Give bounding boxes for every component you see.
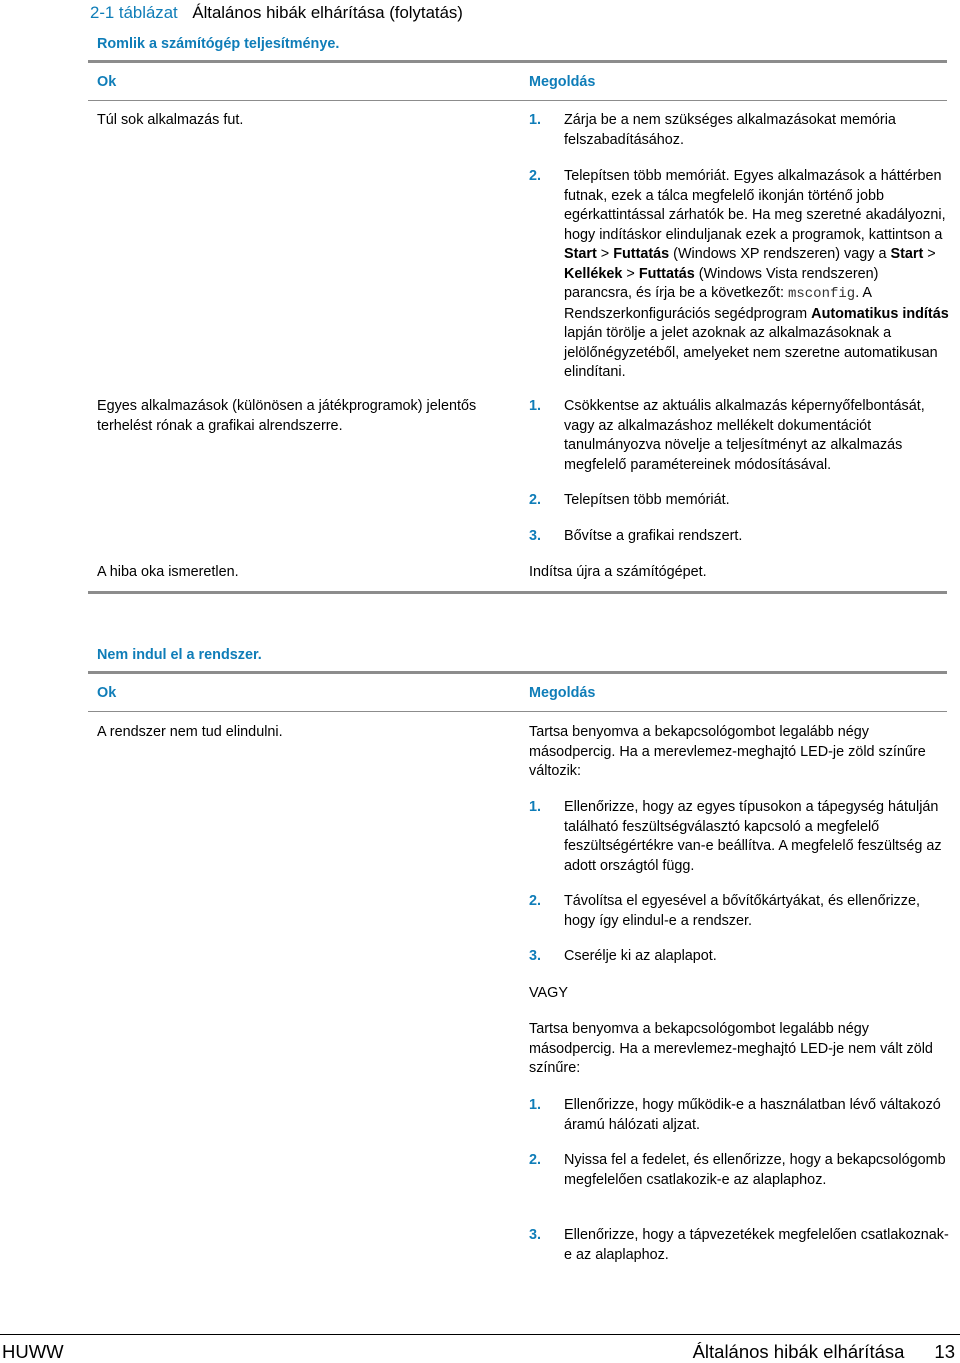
section-title-no-boot: Nem indul el a rendszer. — [97, 647, 262, 663]
solution-step — [529, 1151, 949, 1190]
solution-intro: Tartsa benyomva a bekapcsológombot legalább négy másodpercig. Ha a merevlemez-meghajtó LED-je zöld színűre változik: — [529, 724, 926, 779]
menu-path-run: Futtatás — [638, 265, 695, 282]
step-number: 1. — [529, 1097, 542, 1113]
table-number: 2-1 táblázat — [90, 3, 178, 22]
solution-step — [529, 1226, 949, 1265]
cause-cannot-start: A rendszer nem tud elindulni. — [97, 724, 283, 740]
step-text: Távolítsa el egyesével a bővítőkártyákat, és ellenőrizze, hogy így elindul-e a rendszer. — [564, 893, 920, 929]
footer-rule — [0, 1334, 960, 1335]
step-text: Nyissa fel a fedelet, és ellenőrizze, hogy a bekapcsológomb megfelelően csatlakozik-e az alaplaphoz. — [564, 1152, 946, 1188]
menu-path-accessories: Kellékek — [564, 265, 623, 282]
step-text: Zárja be a nem szükséges alkalmazásokat memória felszabadításához. — [564, 112, 896, 148]
solution-step — [529, 527, 949, 547]
menu-path-run: Futtatás — [613, 246, 670, 262]
step-text: Ellenőrizze, hogy az egyes típusokon a tápegység hátulján található feszültségválasztó kapcsoló a megfelelő feszültségértékre van-e beállítva. A megfelelő feszültség az adott országtól függ. — [564, 799, 942, 874]
step-number: 3. — [529, 1227, 542, 1243]
column-header-solution: Megoldás — [529, 685, 596, 701]
step-text: Ellenőrizze, hogy működik-e a használatban lévő váltakozó áramú hálózati aljzat. — [564, 1097, 941, 1133]
step-text: Ellenőrizze, hogy a tápvezetékek megfelelően csatlakoznak-e az alaplaphoz. — [564, 1227, 949, 1263]
solution-step — [529, 892, 949, 931]
step-text: Bővítse a grafikai rendszert. — [564, 528, 743, 544]
page-number: 13 — [934, 1341, 955, 1362]
solution-step — [529, 798, 949, 876]
cause-too-many-apps: Túl sok alkalmazás fut. — [97, 112, 244, 128]
footer-doc-code: HUWW — [2, 1341, 64, 1362]
step-number: 3. — [529, 948, 542, 964]
command-text: msconfig — [787, 286, 856, 302]
step-number: 2. — [529, 492, 542, 508]
cause-graphics-load: Egyes alkalmazások (különösen a játékprogramok) jelentős terhelést rónak a grafikai alrendszerre. — [97, 398, 477, 434]
solution-step — [529, 947, 949, 967]
step-number: 2. — [529, 1152, 542, 1168]
solution-intro: Tartsa benyomva a bekapcsológombot legalább négy másodpercig. Ha a merevlemez-meghajtó LED-je nem vált zöld színűre: — [529, 1021, 933, 1076]
divider — [88, 711, 947, 712]
or-separator: VAGY — [529, 985, 568, 1001]
menu-path-start: Start — [890, 246, 924, 262]
step-text: Csökkentse az aktuális alkalmazás képernyőfelbontását, vagy az alkalmazáshoz mellékelt dokumentációt tanulmányozva növelje a teljesítményt az alkalmazás megfelelő paramétereinek módosításával. — [564, 398, 925, 473]
tab-name: Automatikus indítás — [811, 305, 949, 322]
step-number: 2. — [529, 168, 542, 184]
table-title: Általános hibák elhárítása (folytatás) — [192, 3, 463, 22]
column-header-solution: Megoldás — [529, 74, 596, 90]
footer-chapter — [693, 1341, 955, 1363]
step-number: 1. — [529, 112, 542, 128]
divider — [88, 671, 947, 674]
column-header-cause: Ok — [97, 74, 117, 90]
solution-step — [529, 397, 949, 475]
step-number: 2. — [529, 893, 542, 909]
column-header-cause: Ok — [97, 685, 117, 701]
solution-step — [529, 1096, 949, 1135]
step-number: 1. — [529, 799, 542, 815]
section-title-performance: Romlik a számítógép teljesítménye. — [97, 36, 340, 52]
menu-path-start: Start — [564, 246, 597, 262]
table-caption — [90, 2, 463, 24]
divider — [88, 100, 947, 101]
solution-step — [529, 491, 949, 511]
step-text: Telepítsen több memóriát. Egyes alkalmazások a háttérben futnak, ezek a tálca megfelelő ikonján történő jobb egérkattintással zárhatók be. Ha meg szeretné akadályozni, hogy indításkor elinduljanak ezek a programok, kattintson a Start > Futtatás (Windows XP rendszeren) vagy a Start > Kellékek > Futtatás (Windows Vista rendszeren) parancsra, és írja be a következőt: msconfig. A Rendszerkonfigurációs segédprogram Automatikus indítás lapján törölje a jelet azoknak az alkalmazásoknak a jelölőnégyzetéből, amelyeket nem szeretne automatikusan elindítani. — [564, 168, 949, 380]
divider — [88, 60, 947, 63]
solution-step — [529, 167, 949, 383]
solution-restart: Indítsa újra a számítógépet. — [529, 564, 707, 580]
step-text: Telepítsen több memóriát. — [564, 492, 730, 508]
step-number: 3. — [529, 528, 542, 544]
step-text: Cserélje ki az alaplapot. — [564, 948, 717, 964]
divider — [88, 591, 947, 594]
solution-step — [529, 111, 949, 150]
step-number: 1. — [529, 398, 542, 414]
cause-unknown: A hiba oka ismeretlen. — [97, 564, 239, 580]
footer-chapter-title: Általános hibák elhárítása — [692, 1341, 905, 1362]
